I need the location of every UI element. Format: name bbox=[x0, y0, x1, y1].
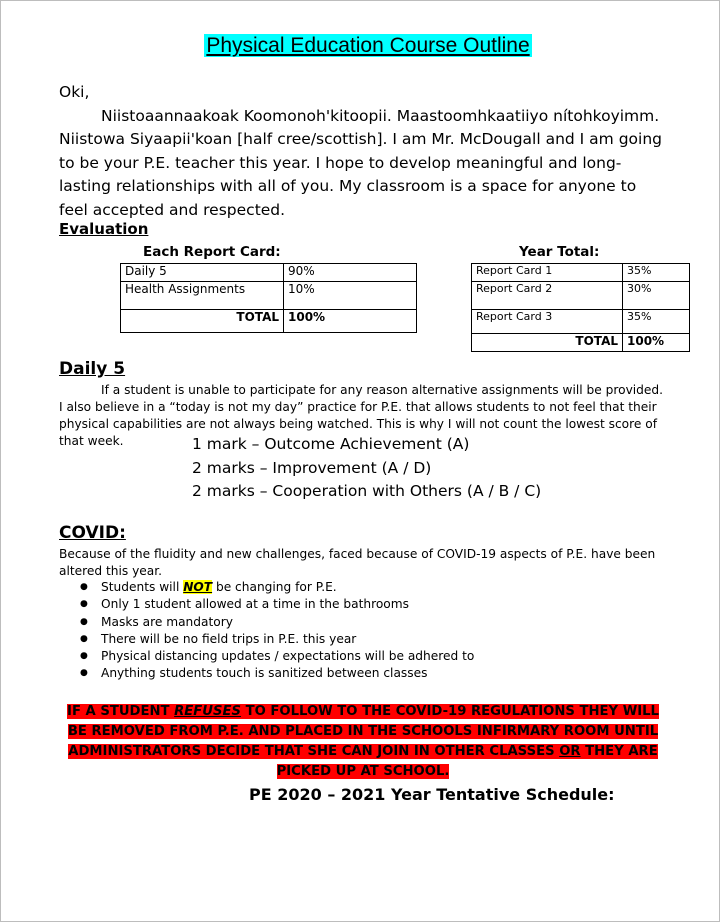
list-item: ● Only 1 student allowed at a time in the bathrooms bbox=[101, 596, 474, 613]
list-item: 2 marks – Cooperation with Others (A / B / C) bbox=[192, 482, 542, 500]
table-cell: Daily 5 bbox=[121, 264, 284, 282]
table-row bbox=[472, 310, 690, 334]
report-card-table bbox=[120, 263, 417, 333]
year-total-caption: Year Total: bbox=[519, 244, 600, 260]
table-row bbox=[121, 282, 417, 310]
list-item: ● Physical distancing updates / expectations will be adhered to bbox=[101, 648, 474, 665]
evaluation-heading: Evaluation bbox=[59, 220, 149, 238]
total-value: 100% bbox=[623, 334, 690, 352]
daily5-heading: Daily 5 bbox=[59, 359, 126, 379]
list-item: 2 marks – Improvement (A / D) bbox=[192, 458, 432, 477]
covid-warning: IF A STUDENT REFUSES TO FOLLOW TO THE COVID-19 REGULATIONS THEY WILL BE REMOVED FROM P.E. AND PLACED IN THE SCHOOLS INFIRMARY ROOM UNTIL ADMINISTRATORS DECIDE THAT SHE CAN JOIN IN OTHER CLASSES OR THEY ARE PICKED UP AT SCHOOL. bbox=[67, 704, 659, 779]
covid-intro: Because of the fluidity and new challenges, faced because of COVID-19 aspects of P.E. have been altered this year. bbox=[59, 547, 656, 578]
table-total-row bbox=[472, 334, 690, 352]
table-total-row bbox=[121, 310, 417, 333]
table-row bbox=[121, 264, 417, 282]
intro-paragraph: Niistoaannaakoak Koomonoh'kitoopii. Maastoomhkaatiiyo nítohkoyimm. Niistowa Siyaapii'koan [half cree/scottish]. I am Mr. McDougall and I am going to be your P.E. teacher this year. I hope to develop meaningful and long-lasting relationships with all of you. My classroom is a space for anyone to feel accepted and respected. bbox=[59, 106, 662, 219]
marks-list bbox=[192, 433, 541, 504]
report-card-caption: Each Report Card: bbox=[143, 244, 281, 260]
daily5-text: If a student is unable to participate for any reason alternative assignments will be provided. I also believe in a “today is not my day” practice for P.E. that allows students to not feel that their physical capabilities are not always being watched. This is why I will not count the lowest score of that week. bbox=[59, 383, 664, 448]
table-row bbox=[472, 282, 690, 310]
table-cell: Health Assignments bbox=[121, 282, 284, 310]
table-cell: 30% bbox=[623, 282, 690, 310]
refuses-emphasis: REFUSES bbox=[174, 704, 242, 719]
covid-rules-list bbox=[79, 579, 474, 683]
list-item: 1 mark – Outcome Achievement (A) bbox=[192, 435, 470, 453]
not-emphasis: NOT bbox=[183, 580, 213, 594]
table-cell: Report Card 1 bbox=[472, 264, 623, 282]
total-label: TOTAL bbox=[121, 310, 284, 333]
list-item: ● Anything students touch is sanitized between classes bbox=[101, 665, 474, 682]
table-cell: Report Card 2 bbox=[472, 282, 623, 310]
list-item: ● There will be no field trips in P.E. this year bbox=[101, 631, 474, 648]
table-cell: 35% bbox=[623, 264, 690, 282]
year-total-table bbox=[471, 263, 690, 352]
intro-section bbox=[59, 81, 669, 222]
page-title: Physical Education Course Outline bbox=[206, 34, 530, 57]
total-label: TOTAL bbox=[472, 334, 623, 352]
list-item: ● Masks are mandatory bbox=[101, 614, 474, 631]
schedule-heading: PE 2020 – 2021 Year Tentative Schedule: bbox=[249, 785, 615, 804]
covid-heading: COVID: bbox=[59, 523, 126, 543]
greeting: Oki, bbox=[59, 83, 90, 101]
list-item: ● Students will NOT be changing for P.E. bbox=[101, 579, 474, 596]
table-cell: 10% bbox=[284, 282, 417, 310]
table-cell: 90% bbox=[284, 264, 417, 282]
table-cell: 35% bbox=[623, 310, 690, 334]
table-row bbox=[472, 264, 690, 282]
total-value: 100% bbox=[284, 310, 417, 333]
or-emphasis: OR bbox=[559, 744, 581, 759]
table-cell: Report Card 3 bbox=[472, 310, 623, 334]
